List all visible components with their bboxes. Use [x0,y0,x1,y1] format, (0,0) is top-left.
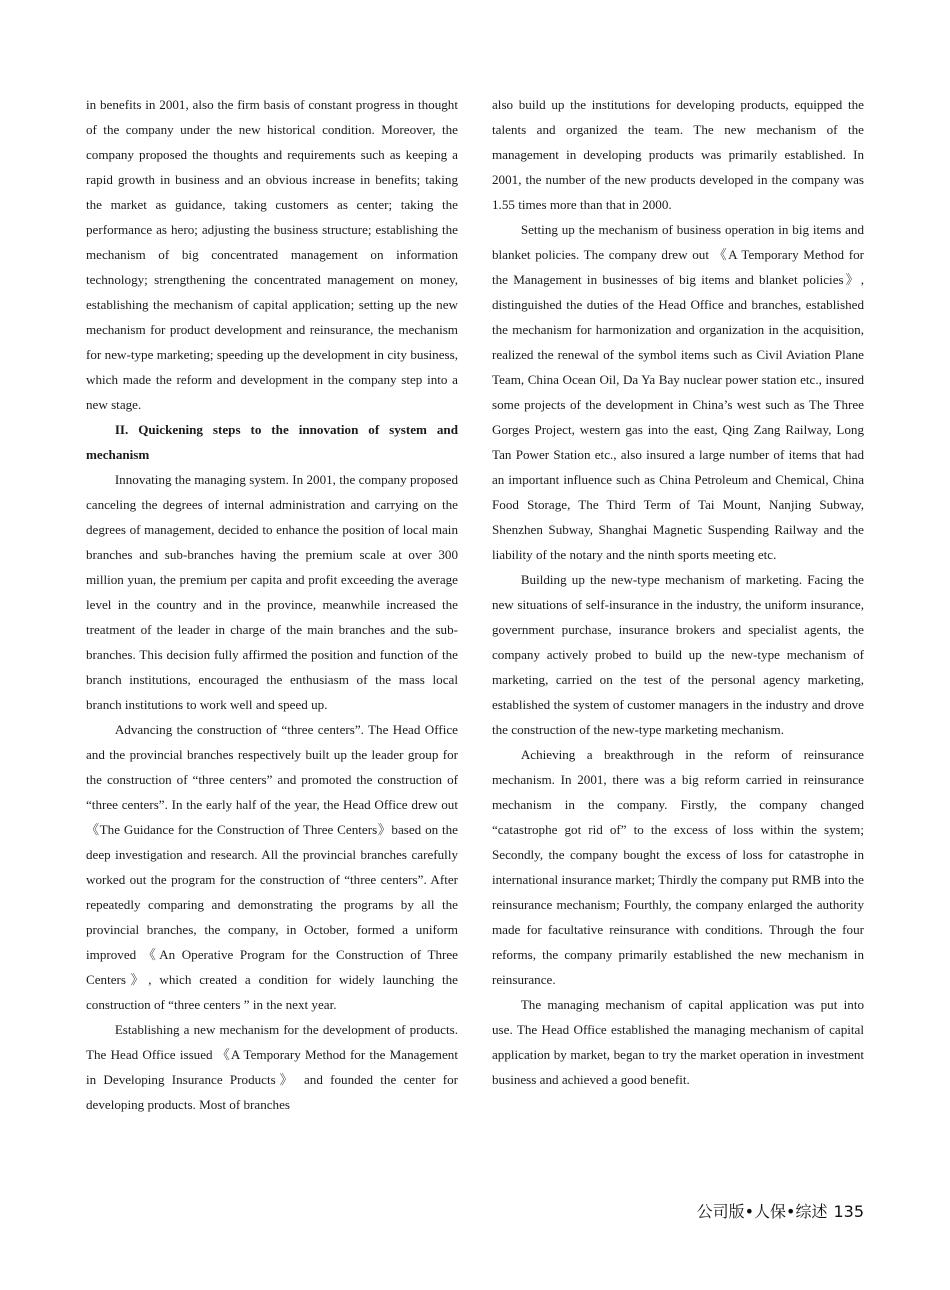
page-number: 135 [833,1202,864,1221]
paragraph: Establishing a new mechanism for the development of products. The Head Office issued 《A Temporary Method for the Management in Developing Insurance Products》 and founded the center for developing products. Most of branches [86,1022,458,1112]
paragraph: Achieving a breakthrough in the reform of reinsurance mechanism. In 2001, there was a big reform carried in reinsurance mechanism in the company. Firstly, the company changed “catastrophe got rid of” to the excess of loss within the system; Secondly, the company bought the excess of loss for catastrophe in international insurance market; Thirdly the company put RMB into the reinsurance mechanism; Fourthly, the company enlarged the authority made for facultative reinsurance with conditions. Through the four reforms, the company primarily established the new mechanism in reinsurance. [492,747,864,987]
left-column [86,92,458,1117]
paragraph: Building up the new-type mechanism of marketing. Facing the new situations of self-insurance in the industry, the uniform insurance, government purchase, insurance brokers and specialist agents, the company actively probed to build up the new-type mechanism of marketing, carried on the test of the personal agency marketing, established the system of customer managers in the industry and drove the construction of the new-type marketing mechanism. [492,572,864,737]
paragraph: Advancing the construction of “three centers”. The Head Office and the provincial branches respectively built up the leader group for the construction of “three centers” and promoted the construction of “three centers”. In the early half of the year, the Head Office drew out 《The Guidance for the Construction of Three Centers》based on the deep investigation and research. All the provincial branches carefully worked out the program for the construction of “three centers”. After repeatedly comparing and demonstrating the programs by all the provincial branches, the company, in October, formed a uniform improved 《An Operative Program for the Construction of Three Centers》, which created a condition for widely launching the construction of “three centers ” in the next year. [86,722,458,1012]
right-column [492,92,864,1092]
paragraph: The managing mechanism of capital application was put into use. The Head Office established the managing mechanism of capital application by market, began to try the market operation in investment business and achieved a good benefit. [492,997,864,1087]
section-heading: II. Quickening steps to the innovation of system and mechanism [86,422,458,462]
paragraph: Setting up the mechanism of business operation in big items and blanket policies. The company drew out 《A Temporary Method for the Management in businesses of big items and blanket policies》, distinguished the duties of the Head Office and branches, established the mechanism for harmonization and organization in the acquisition, realized the renewal of the symbol items such as Civil Aviation Plane Team, China Ocean Oil, Da Ya Bay nuclear power station etc., insured some projects of the development in China’s west such as The Three Gorges Project, western gas into the east, Qing Zang Railway, Long Tan Power Station etc., also insured a large number of items that had an important influence such as China Petroleum and Chemical, China Food Storage, The Third Term of Tai Mount, Nanjing Subway, Shenzhen Subway, Shanghai Magnetic Suspending Railway and the liability of the notary and the ninth sports meeting etc. [492,222,864,562]
paragraph: Innovating the managing system. In 2001, the company proposed canceling the degrees of internal administration and carrying on the degrees of management, decided to enhance the position of local main branches and sub-branches having the premium scale at over 300 million yuan, the premium per capita and profit exceeding the average level in the country and in the province, meanwhile increased the treatment of the leader in charge of the main branches and the sub-branches. This decision fully affirmed the position and function of the branch institutions, encouraged the enthusiasm of the mass local branch institutions to work well and speed up. [86,472,458,712]
running-title: 公司版•人保•综述 [696,1202,828,1221]
paragraph: in benefits in 2001, also the firm basis of constant progress in thought of the company under the new historical condition. Moreover, the company proposed the thoughts and requirements such as keeping a rapid growth in business and an obvious increase in benefits; taking the market as guidance, taking customers as center; taking the performance as hero; adjusting the business structure; establishing the mechanism of big concentrated management on information technology; strengthening the concentrated management on money, establishing the mechanism of capital application; setting up the new mechanism for product development and reinsurance, the mechanism for new-type marketing; speeding up the development in city business, which made the reform and development in the company step into a new stage. [86,97,458,412]
paragraph: also build up the institutions for developing products, equipped the talents and organized the team. The new mechanism of the management in developing products was primarily established. In 2001, the number of the new products developed in the company was 1.55 times more than that in 2000. [492,97,864,212]
page-footer [697,1199,864,1222]
